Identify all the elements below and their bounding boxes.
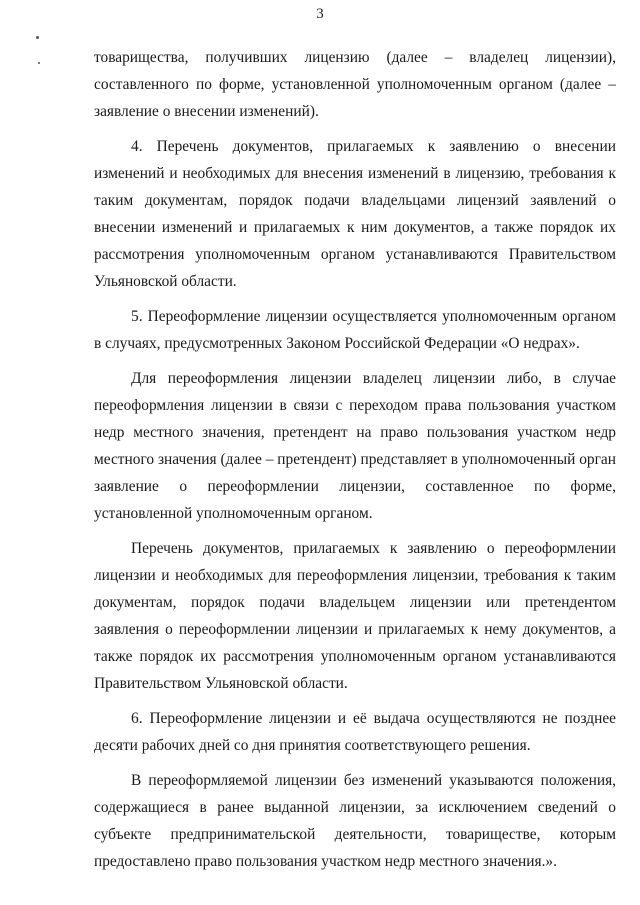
page-number: 3 xyxy=(316,6,324,22)
paragraph-reissue-application: Для переоформления лицензии владелец лицензии либо, в случае переоформления лицензии в связи с переходом права пользования участком недр местного значения, претендент на право пользования участком недр местного значения (далее – претендент) представляет в уполномоченный орган заявление о переоформлении лицензии, составленное по форме, установленной уполномоченным органом. xyxy=(94,370,616,522)
paragraph-reissued-license-content: В переоформляемой лицензии без изменений указываются положения, содержащиеся в ранее выданной лицензии, за исключением сведений о субъекте предпринимательской деятельности, товариществе, которым предоставлено право пользования участком недр местного значения.». xyxy=(94,772,616,870)
document-body xyxy=(94,44,616,883)
paragraph-continuation: товарищества, получивших лицензию (далее – владелец лицензии), составленного по форме, установленной уполномоченным органом (далее – заявление о внесении изменений). xyxy=(94,49,616,120)
paragraph-item-5: 5. Переоформление лицензии осуществляется уполномоченным органом в случаях, предусмотренных Законом Российской Федерации «О недрах». xyxy=(94,308,616,352)
scan-speck xyxy=(38,62,40,64)
scan-speck xyxy=(36,36,39,39)
paragraph-reissue-documents: Перечень документов, прилагаемых к заявлению о переоформлении лицензии и необходимых для переоформления лицензии, требования к таким документам, порядок подачи владельцем лицензии или претендентом заявления о переоформлении лицензии и прилагаемых к нему документов, а также порядок их рассмотрения уполномоченным органом устанавливаются Правительством Ульяновской области. xyxy=(94,540,616,692)
paragraph-item-4: 4. Перечень документов, прилагаемых к заявлению о внесении изменений и необходимых для внесения изменений в лицензию, требования к таким документам, порядок подачи владельцами лицензий заявлений о внесении изменений и прилагаемых к ним документов, а также порядок их рассмотрения уполномоченным органом устанавливаются Правительством Ульяновской области. xyxy=(94,138,616,290)
paragraph-item-6: 6. Переоформление лицензии и её выдача осуществляются не позднее десяти рабочих дней со дня принятия соответствующего решения. xyxy=(94,710,616,754)
